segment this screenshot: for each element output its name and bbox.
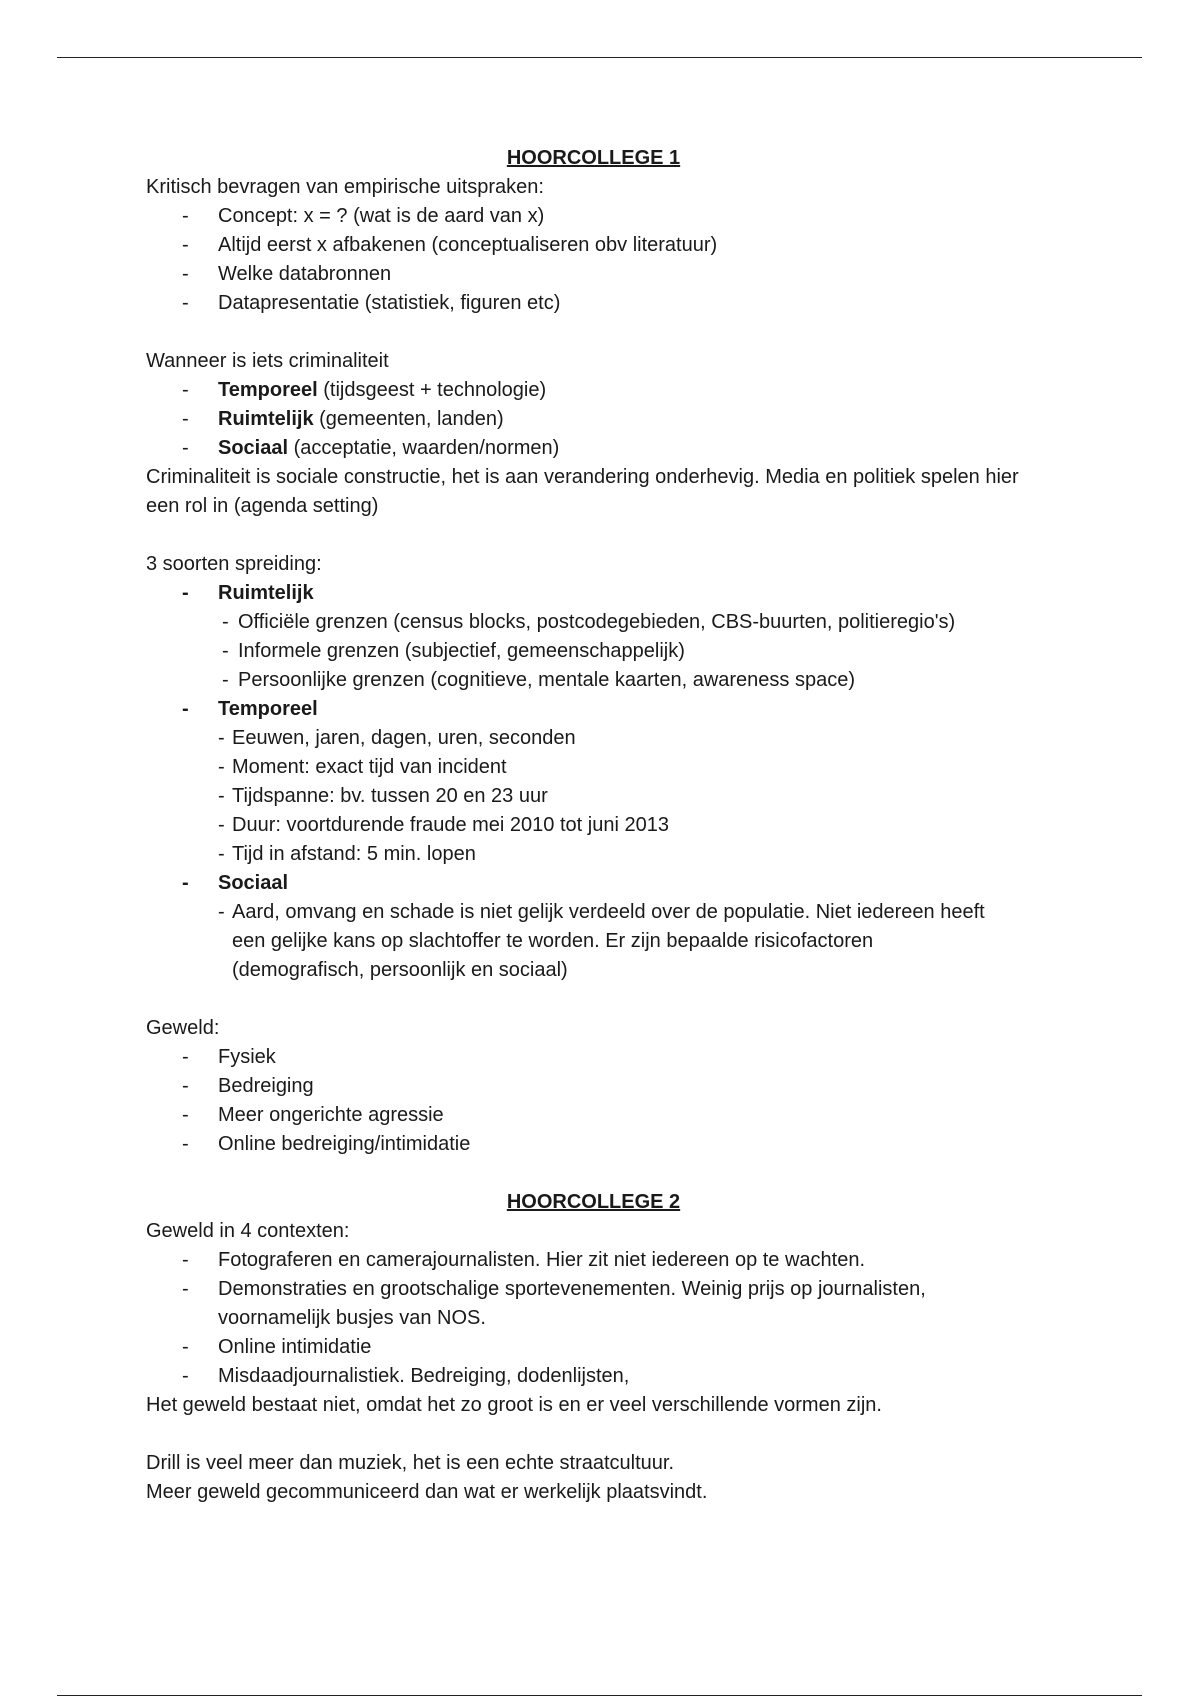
list-item: - Online intimidatie [146, 1333, 1026, 1362]
ruimtelijk-sublist [146, 608, 1046, 695]
spreiding-list [146, 695, 1046, 724]
geweld-list [146, 1043, 1046, 1159]
criminaliteit-paragraph: Criminaliteit is sociale constructie, het is aan verandering onderhevig. Media en politiek spelen hier een rol in (agenda setting) [146, 466, 1019, 517]
list-item: - Concept: x = ? (wat is de aard van x) [146, 202, 1046, 231]
wanneer-list [146, 376, 1046, 463]
top-rule [57, 57, 1142, 58]
list-item [146, 405, 1046, 434]
list-item: - Altijd eerst x afbakenen (conceptualiseren obv literatuur) [146, 231, 1046, 260]
document-body [146, 144, 1046, 1507]
list-item: - Datapresentatie (statistiek, figuren etc) [146, 289, 1046, 318]
drill-paragraph: Drill is veel meer dan muziek, het is een echte straatcultuur. [146, 1452, 675, 1474]
hc2-list [146, 1246, 1026, 1391]
spreiding-list [146, 869, 1046, 898]
list-item-text: (acceptatie, waarden/normen) [288, 437, 560, 459]
hc2-intro: Geweld in 4 contexten: [146, 1220, 350, 1242]
list-item-text: (tijdsgeest + technologie) [317, 379, 547, 401]
geweld-intro: Geweld: [146, 1017, 220, 1039]
hoorcollege-2-title: HOORCOLLEGE 2 [506, 1191, 681, 1213]
list-item: - Bedreiging [146, 1072, 1046, 1101]
list-item: - Demonstraties en grootschalige sportevenementen. Weinig prijs op journalisten, voornamelijk busjes van NOS. [146, 1275, 1026, 1333]
list-item-term: Ruimtelijk [218, 408, 314, 430]
spreiding-intro: 3 soorten spreiding: [146, 553, 322, 575]
bottom-rule [57, 1695, 1142, 1696]
spreiding-list [146, 579, 1046, 608]
sociaal-sublist [146, 898, 1008, 985]
communicatie-paragraph: Meer geweld gecommuniceerd dan wat er werkelijk plaatsvindt. [146, 1481, 708, 1503]
hc1-intro: Kritisch bevragen van empirische uitspraken: [146, 176, 544, 198]
spreiding-sociaal: - Sociaal [146, 869, 1046, 898]
list-item: - Online bedreiging/intimidatie [146, 1130, 1046, 1159]
list-item: - Officiële grenzen (census blocks, postcodegebieden, CBS-buurten, politieregio's) [218, 608, 1046, 637]
spreiding-ruimtelijk: - Ruimtelijk [146, 579, 1046, 608]
list-item: - Tijd in afstand: 5 min. lopen [218, 840, 1046, 869]
list-item: - Misdaadjournalistiek. Bedreiging, dodenlijsten, [146, 1362, 1026, 1391]
list-item: - Fotograferen en camerajournalisten. Hier zit niet iedereen op te wachten. [146, 1246, 1026, 1275]
list-item: - Fysiek [146, 1043, 1046, 1072]
hc1-list [146, 202, 1046, 318]
hoorcollege-1-title: HOORCOLLEGE 1 [506, 147, 681, 169]
list-item: - Informele grenzen (subjectief, gemeenschappelijk) [218, 637, 1046, 666]
list-item [146, 434, 1046, 463]
spreiding-temporeel: - Temporeel [146, 695, 1046, 724]
list-item-term: Sociaal [218, 437, 289, 459]
list-item: - Moment: exact tijd van incident [218, 753, 1046, 782]
list-item-text: (gemeenten, landen) [313, 408, 504, 430]
list-item: - Welke databronnen [146, 260, 1046, 289]
temporeel-sublist [146, 724, 1046, 869]
list-item: - Meer ongerichte agressie [146, 1101, 1046, 1130]
list-item: - Duur: voortdurende fraude mei 2010 tot juni 2013 [218, 811, 1046, 840]
list-item: - Tijdspanne: bv. tussen 20 en 23 uur [218, 782, 1046, 811]
list-item [146, 376, 1046, 405]
list-item: - Persoonlijke grenzen (cognitieve, mentale kaarten, awareness space) [218, 666, 1046, 695]
list-item: - Aard, omvang en schade is niet gelijk verdeeld over de populatie. Niet iedereen heeft een gelijke kans op slachtoffer te worden. Er zijn bepaalde risicofactoren (demografisch, persoonlijk en sociaal) [218, 898, 1008, 985]
list-item-term: Temporeel [218, 379, 318, 401]
geweld-paragraph: Het geweld bestaat niet, omdat het zo groot is en er veel verschillende vormen zijn. [146, 1394, 882, 1416]
wanneer-intro: Wanneer is iets criminaliteit [146, 350, 389, 372]
list-item: - Eeuwen, jaren, dagen, uren, seconden [218, 724, 1046, 753]
